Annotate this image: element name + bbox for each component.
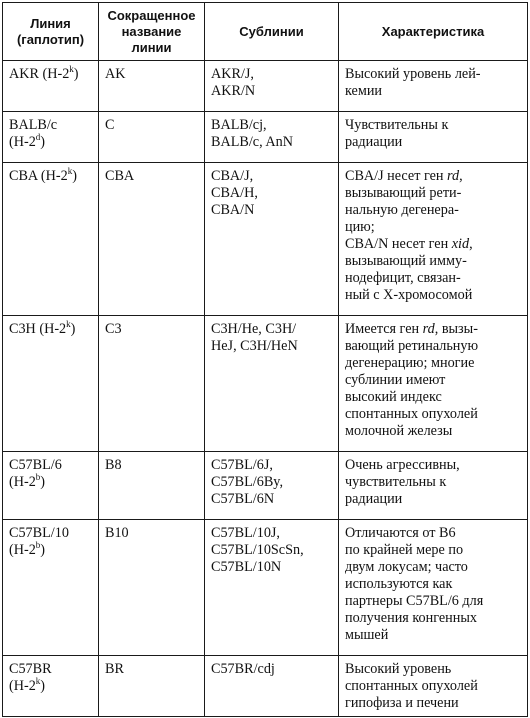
cell-sublines: BALB/cj, BALB/c, AnN <box>205 112 339 163</box>
gene-name: rd <box>422 321 435 337</box>
line-close: ) <box>72 168 77 184</box>
line-close: ) <box>70 321 76 337</box>
line-haplotype-prefix: (H-2 <box>9 474 36 490</box>
cell-characteristic <box>339 316 528 452</box>
table-row <box>3 520 528 656</box>
cell-line <box>3 163 99 316</box>
line-close: ) <box>40 678 46 694</box>
haplotype-sup: k <box>69 64 74 74</box>
characteristic-text: , вызывающий имму- нодефицит, связан- ный с Х-хромосомой <box>345 236 473 303</box>
line-name: C57BL/10 <box>9 525 69 541</box>
line-name: BALB/c <box>9 117 58 133</box>
haplotype-sup: k <box>66 319 71 329</box>
line-name: C3H (H-2 <box>9 321 67 337</box>
table-body <box>3 61 528 717</box>
header-characteristic: Характеристика <box>339 3 528 61</box>
cell-characteristic <box>339 163 528 316</box>
table-row <box>3 163 528 316</box>
line-name: C57BL/6 <box>9 457 62 473</box>
gene-name: xid <box>451 236 470 252</box>
cell-line <box>3 112 99 163</box>
strain-table <box>2 2 528 717</box>
line-close: ) <box>40 474 46 490</box>
haplotype-sup: k <box>67 166 73 176</box>
line-name: CBA (H-2 <box>9 168 68 184</box>
line-haplotype-prefix: (H-2 <box>9 542 36 558</box>
cell-sublines: C57BL/6J, C57BL/6By, C57BL/6N <box>205 452 339 520</box>
characteristic-text: Очень агрессивны, чувствительны к радиации <box>345 457 460 507</box>
table-row <box>3 61 528 112</box>
cell-line <box>3 316 99 452</box>
gene-name: rd <box>447 168 460 184</box>
characteristic-text: Высокий уровень спонтанных опухолей гипофиза и печени <box>345 661 478 711</box>
characteristic-text: Чувствительны к радиации <box>345 117 449 150</box>
line-close: ) <box>73 66 79 82</box>
cell-line <box>3 61 99 112</box>
haplotype-sup: b <box>35 472 41 482</box>
line-haplotype-prefix: (H-2 <box>9 134 36 150</box>
table-row <box>3 316 528 452</box>
characteristic-text: Отличаются от B6 по крайней мере по двум локусам; часто используются как партнеры C57BL/6 для получения конгенных мышей <box>345 525 484 643</box>
cell-sublines: AKR/J, AKR/N <box>205 61 339 112</box>
line-name: C57BR <box>9 661 52 677</box>
characteristic-text: Имеется ген <box>345 321 423 337</box>
cell-abbr: B10 <box>99 520 205 656</box>
cell-abbr: B8 <box>99 452 205 520</box>
cell-line <box>3 520 99 656</box>
characteristic-text: , вызы- вающий ретинальную дегенерацию; многие сублинии имеют высокий индекс спонтанных опухолей молочной железы <box>345 321 479 439</box>
table-header <box>3 3 528 61</box>
cell-sublines: CBA/J, CBA/H, CBA/N <box>205 163 339 316</box>
header-line: Линия (гаплотип) <box>3 3 99 61</box>
cell-abbr: C <box>99 112 205 163</box>
cell-line <box>3 452 99 520</box>
cell-characteristic <box>339 656 528 717</box>
cell-abbr: BR <box>99 656 205 717</box>
cell-characteristic <box>339 452 528 520</box>
cell-characteristic <box>339 112 528 163</box>
characteristic-text: Высокий уровень лей- кемии <box>345 66 481 99</box>
cell-abbr: CBA <box>99 163 205 316</box>
haplotype-sup: b <box>35 540 41 550</box>
table-row <box>3 112 528 163</box>
cell-abbr: AK <box>99 61 205 112</box>
cell-line <box>3 656 99 717</box>
characteristic-text: , вызывающий рети- нальную дегенера- цию; CBA/N несет ген <box>345 168 463 252</box>
header-abbr: Сокращенное название линии <box>99 3 205 61</box>
line-name: AKR (H-2 <box>9 66 70 82</box>
haplotype-sup: d <box>35 132 41 142</box>
characteristic-text: CBA/J несет ген <box>345 168 448 184</box>
cell-sublines: C57BL/10J, C57BL/10ScSn, C57BL/10N <box>205 520 339 656</box>
line-close: ) <box>40 542 46 558</box>
cell-characteristic <box>339 520 528 656</box>
cell-abbr: C3 <box>99 316 205 452</box>
cell-sublines: C57BR/cdj <box>205 656 339 717</box>
line-haplotype-prefix: (H-2 <box>9 678 36 694</box>
haplotype-sup: k <box>35 676 41 686</box>
line-close: ) <box>40 134 46 150</box>
table-row <box>3 452 528 520</box>
cell-sublines: C3H/He, C3H/ HeJ, C3H/HeN <box>205 316 339 452</box>
table-row <box>3 656 528 717</box>
header-sublines: Сублинии <box>205 3 339 61</box>
cell-characteristic <box>339 61 528 112</box>
